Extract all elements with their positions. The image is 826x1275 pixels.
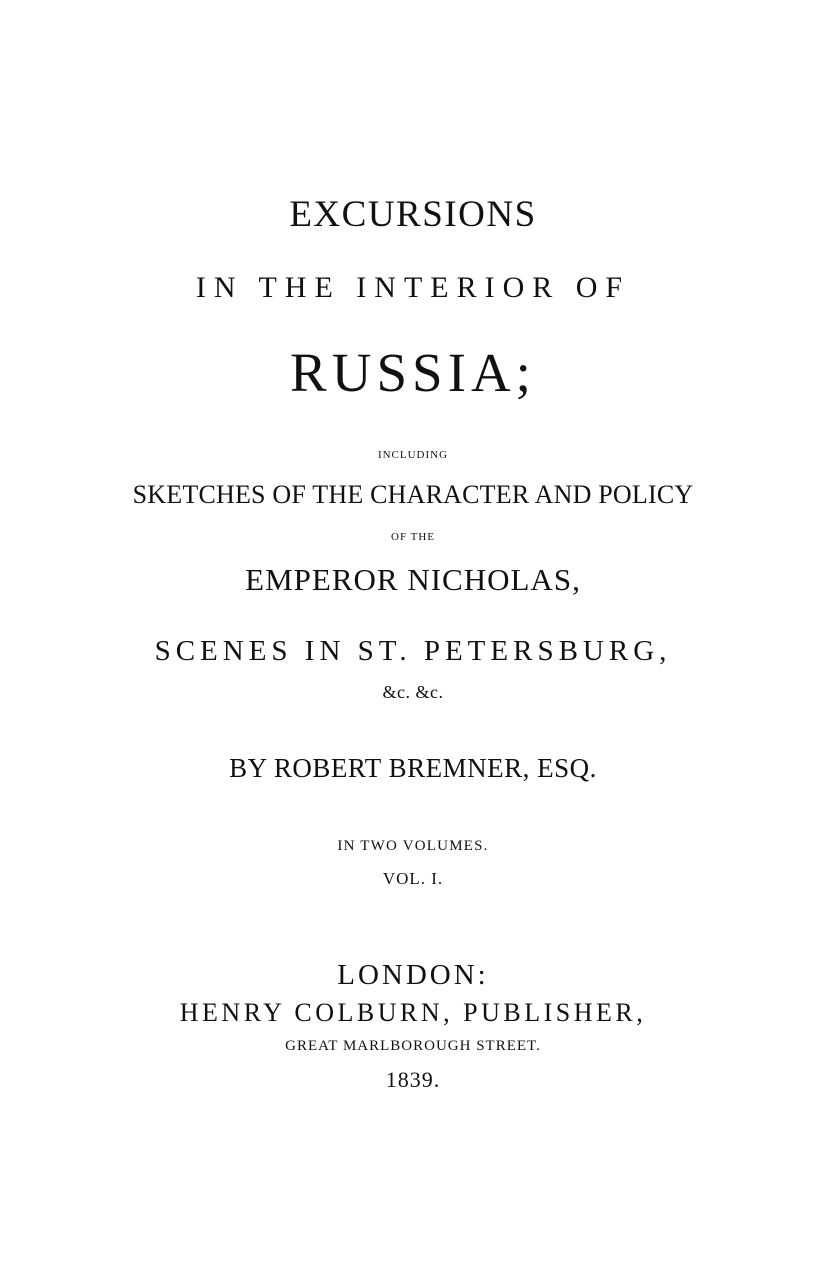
including-label: INCLUDING: [377, 449, 449, 461]
book-title: EXCURSIONS: [289, 194, 537, 235]
book-country-title: RUSSIA;: [290, 342, 536, 403]
book-subtitle: IN THE INTERIOR OF: [195, 271, 631, 304]
scenes-line: SCENES IN ST. PETERSBURG,: [154, 635, 672, 667]
sketches-line: SKETCHES OF THE CHARACTER AND POLICY: [132, 480, 694, 509]
publisher-address: GREAT MARLBOROUGH STREET.: [285, 1038, 541, 1054]
volumes-line: IN TWO VOLUMES.: [337, 838, 489, 854]
emperor-line: EMPEROR NICHOLAS,: [245, 562, 581, 597]
etc-line: &c. &c.: [382, 682, 444, 702]
author-line: BY ROBERT BREMNER, ESQ.: [229, 753, 597, 783]
publisher-line: HENRY COLBURN, PUBLISHER,: [179, 998, 647, 1027]
volume-number: VOL. I.: [382, 869, 444, 888]
publication-year: 1839.: [385, 1067, 441, 1092]
publication-city: LONDON:: [337, 959, 489, 991]
of-the-label: OF THE: [391, 531, 435, 543]
